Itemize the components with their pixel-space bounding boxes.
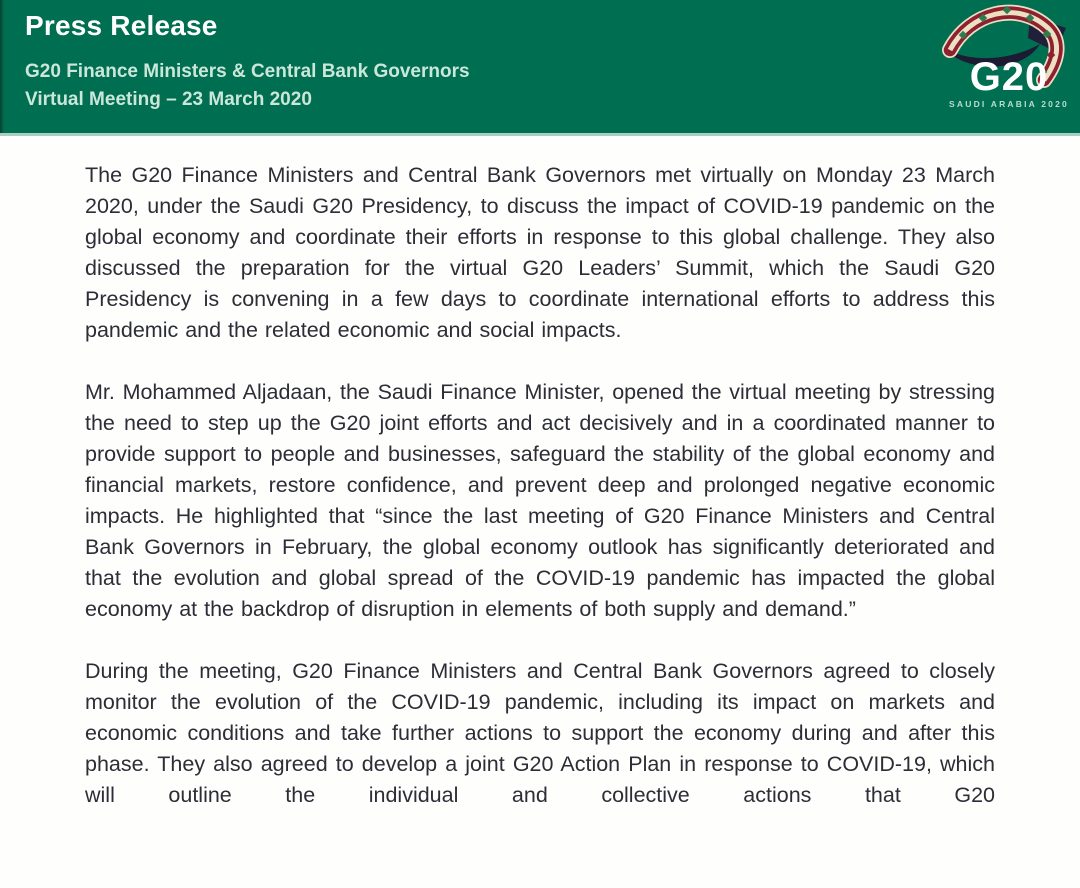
scan-edge-shadow: [0, 0, 4, 133]
g20-logo-subtext: SAUDI ARABIA 2020: [949, 99, 1069, 109]
subtitle-line-2: Virtual Meeting – 23 March 2020: [25, 89, 312, 110]
header-banner: [0, 0, 1080, 136]
press-release-body: [85, 139, 995, 811]
header-subtitle: [25, 58, 470, 114]
g20-wordmark: G20: [969, 55, 1049, 99]
paragraph: Mr. Mohammed Aljadaan, the Saudi Finance Minister, opened the virtual meeting by stressing the need to step up the G20 joint efforts and act decisively and in a coordinated manner to provide support to people and businesses, safeguard the stability of the global economy and financial markets, restore confidence, and prevent deep and prolonged negative economic impacts. He highlighted that “since the last meeting of G20 Finance Ministers and Central Bank Governors in February, the global economy outlook has significantly deteriorated and that the evolution and global spread of the COVID-19 pandemic has impacted the global economy at the backdrop of disruption in elements of both supply and demand.”: [85, 380, 995, 621]
paragraph: The G20 Finance Ministers and Central Bank Governors met virtually on Monday 23 March 2020, under the Saudi G20 Presidency, to discuss the impact of COVID-19 pandemic on the global economy and coordinate their efforts in response to this global challenge. They also discussed the preparation for the virtual G20 Leaders’ Summit, which the Saudi G20 Presidency is convening in a few days to coordinate international efforts to address this pandemic and the related economic and social impacts.: [85, 163, 995, 342]
page-title: Press Release: [25, 10, 218, 41]
paragraph: During the meeting, G20 Finance Ministers and Central Bank Governors agreed to closely monitor the evolution of the COVID-19 pandemic, including its impact on markets and economic conditions and take further actions to support the economy during and after this phase. They also agreed to develop a joint G20 Action Plan in response to COVID-19, which will outline the individual and collective actions that G20: [85, 659, 995, 807]
g20-logo: [940, 0, 1078, 132]
header-text-block: [25, 10, 470, 114]
subtitle-line-1: G20 Finance Ministers & Central Bank Governors: [25, 61, 470, 82]
